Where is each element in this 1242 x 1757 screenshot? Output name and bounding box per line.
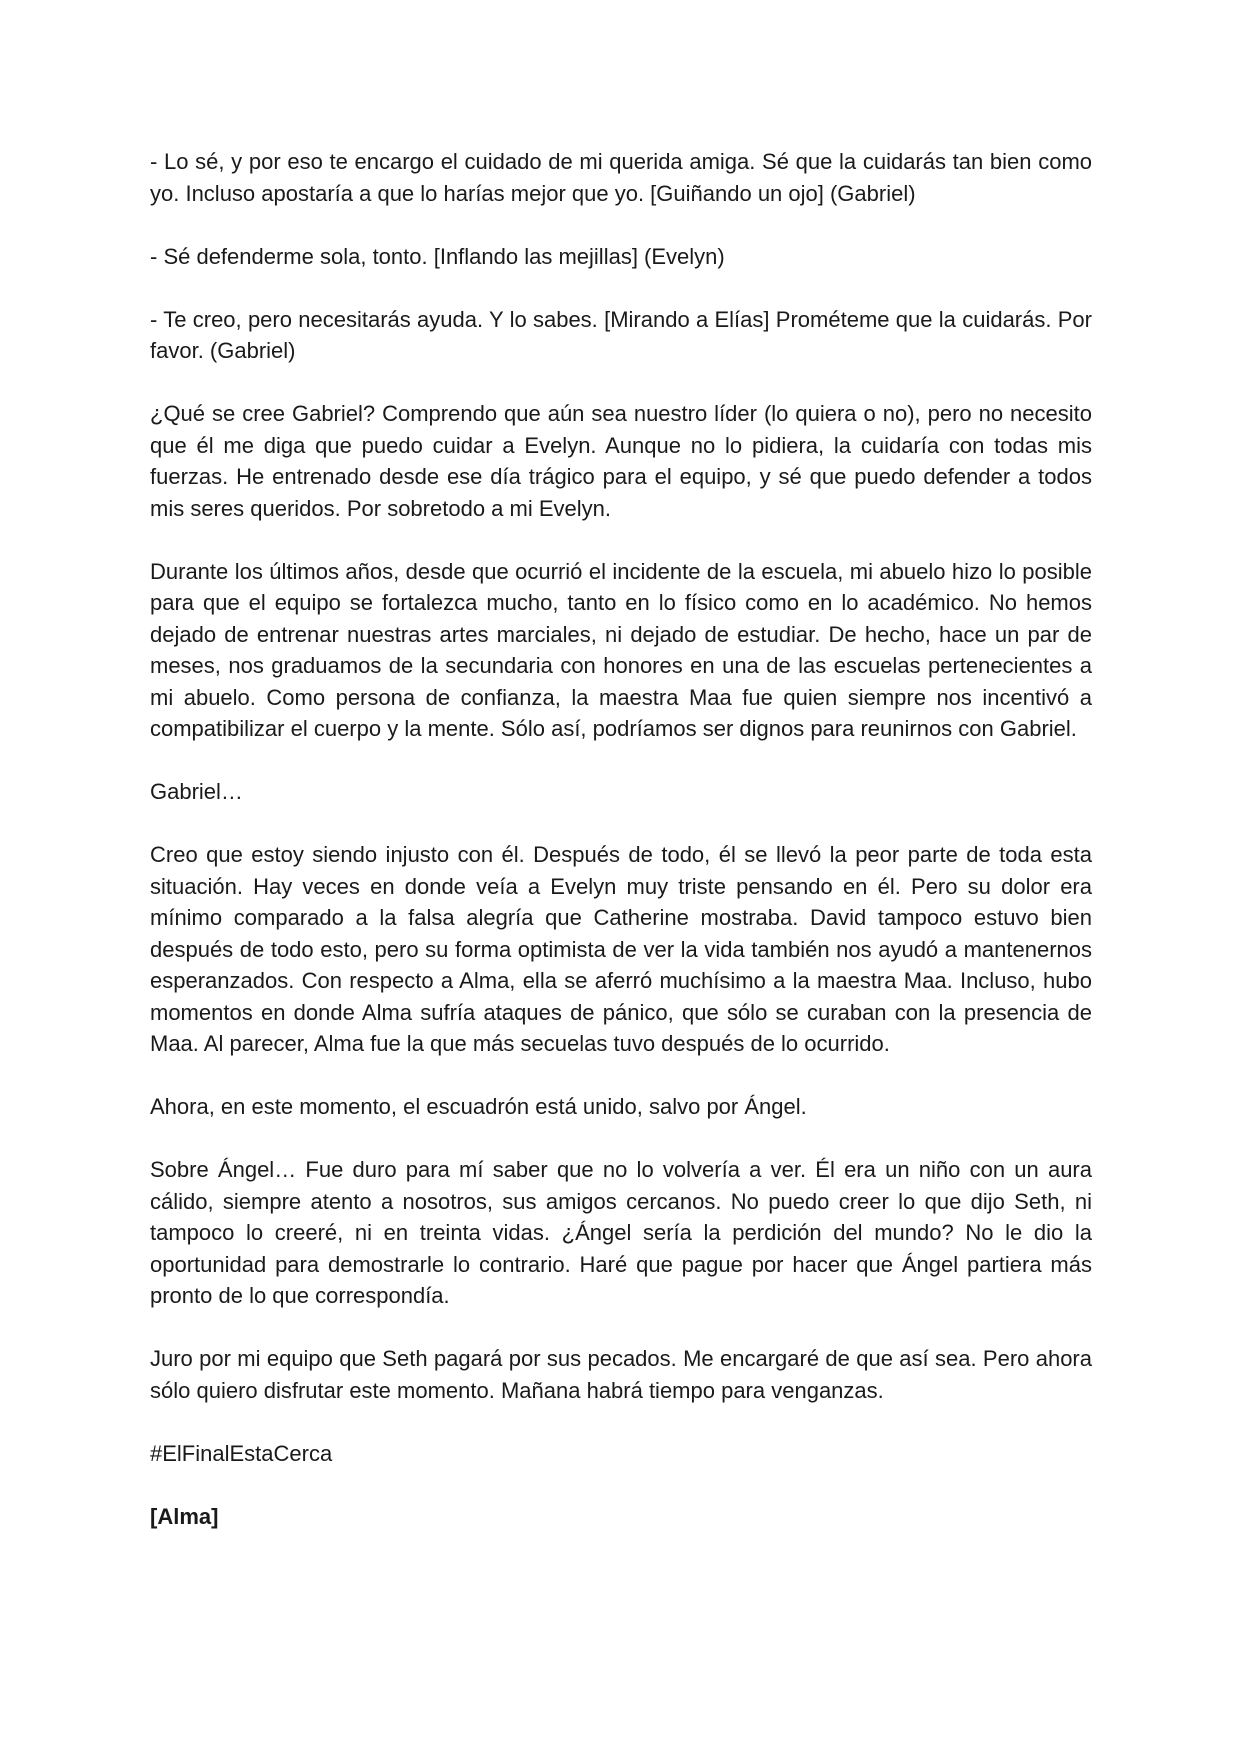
document-page	[150, 146, 1092, 1564]
narration-paragraph: Juro por mi equipo que Seth pagará por sus pecados. Me encargaré de que así sea. Pero ahora sólo quiero disfrutar este momento. Mañana habrá tiempo para venganzas.	[150, 1346, 1092, 1403]
narration-paragraph: Gabriel…	[150, 779, 243, 804]
dialogue-evelyn: - Sé defenderme sola, tonto. [Inflando las mejillas] (Evelyn)	[150, 243, 725, 269]
hashtag-line: #ElFinalEstaCerca	[150, 1440, 333, 1466]
narration-paragraph: Durante los últimos años, desde que ocurrió el incidente de la escuela, mi abuelo hizo lo posible para que el equipo se fortalezca mucho, tanto en lo físico como en lo académico. No hemos dejado de entrenar nuestras artes marciales, ni dejado de estudiar. De hecho, hace un par de meses, nos graduamos de la secundaria con honores en una de las escuelas pertenecientes a mi abuelo. Como persona de confianza, la maestra Maa fue quien siempre nos incentivó a compatibilizar el cuerpo y la mente. Sólo así, podríamos ser dignos para reunirnos con Gabriel.	[150, 558, 1092, 741]
section-heading: [Alma]	[150, 1503, 219, 1529]
dialogue-gabriel-1: - Lo sé, y por eso te encargo el cuidado de mi querida amiga. Sé que la cuidarás tan bien como yo. Incluso apostaría a que lo harías mejor que yo. [Guiñando un ojo] (Gabriel)	[150, 149, 1092, 206]
narration-paragraph: Creo que estoy siendo injusto con él. Después de todo, él se llevó la peor parte de toda esta situación. Hay veces en donde veía a Evelyn muy triste pensando en él. Pero su dolor era mínimo comparado a la falsa alegría que Catherine mostraba. David tampoco estuvo bien después de todo esto, pero su forma optimista de ver la vida también nos ayudó a mantenernos esperanzados. Con respecto a Alma, ella se aferró muchísimo a la maestra Maa. Incluso, hubo momentos en donde Alma sufría ataques de pánico, que sólo se curaban con la presencia de Maa. Al parecer, Alma fue la que más secuelas tuvo después de lo ocurrido.	[150, 842, 1092, 1056]
narration-paragraph: Ahora, en este momento, el escuadrón está unido, salvo por Ángel.	[150, 1094, 807, 1119]
narration-paragraph: Sobre Ángel… Fue duro para mí saber que no lo volvería a ver. Él era un niño con un aura cálido, siempre atento a nosotros, sus amigos cercanos. No puedo creer lo que dijo Seth, ni tampoco lo creeré, ni en treinta vidas. ¿Ángel sería la perdición del mundo? No le dio la oportunidad para demostrarle lo contrario. Haré que pague por hacer que Ángel partiera más pronto de lo que correspondía.	[150, 1157, 1092, 1308]
narration-paragraph: ¿Qué se cree Gabriel? Comprendo que aún sea nuestro líder (lo quiera o no), pero no necesito que él me diga que puedo cuidar a Evelyn. Aunque no lo pidiera, la cuidaría con todas mis fuerzas. He entrenado desde ese día trágico para el equipo, y sé que puedo defender a todos mis seres queridos. Por sobretodo a mi Evelyn.	[150, 401, 1092, 521]
dialogue-gabriel-2: - Te creo, pero necesitarás ayuda. Y lo sabes. [Mirando a Elías] Prométeme que la cuidarás. Por favor. (Gabriel)	[150, 306, 1092, 363]
